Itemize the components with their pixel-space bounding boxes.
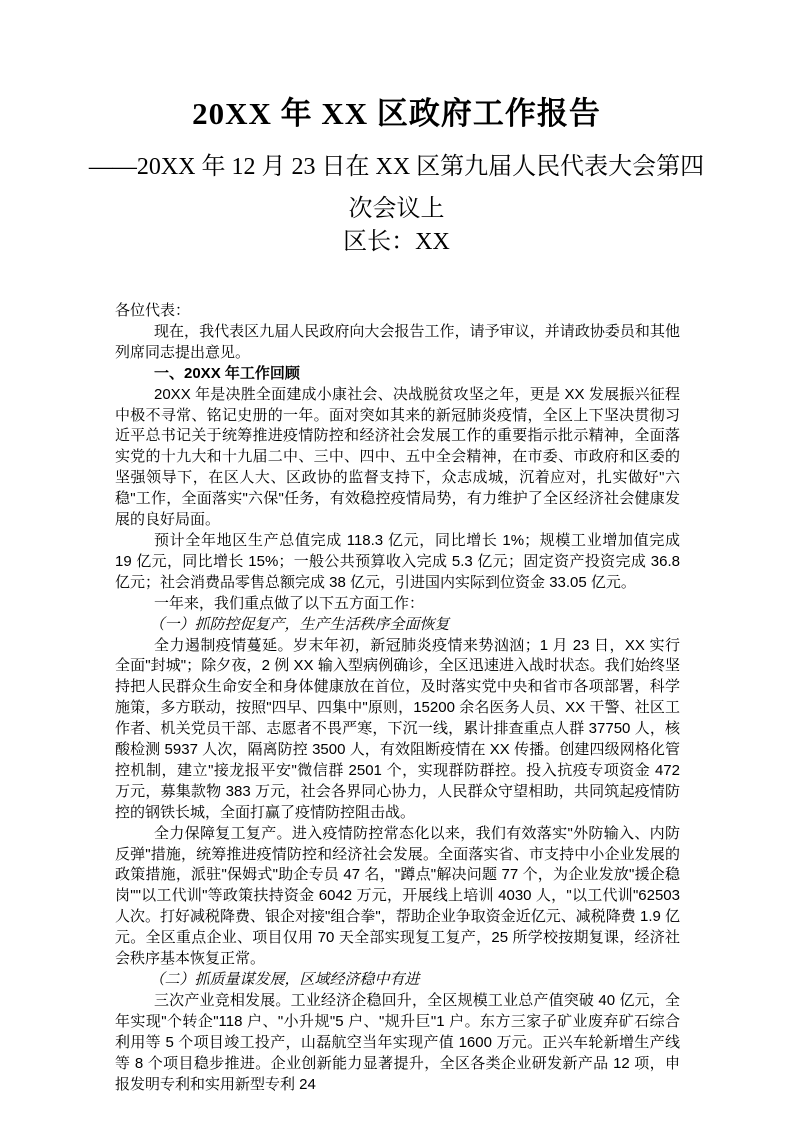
document-subtitle-line1: ——20XX 年 12 月 23 日在 XX 区第九届人民代表大会第四 <box>88 154 705 180</box>
paragraph: 现在，我代表区九届人民政府向大会报告工作，请予审议，并请政协委员和其他列席同志提出意见。 <box>115 322 680 361</box>
paragraph: 三次产业竞相发展。工业经济企稳回升，全区规模工业总产值突破 40 亿元，全年实现"个转企"118 户、"小升规"5 户、"规升巨"1 户。东方三家子矿业废弃矿石综合利用等 5 个项目竣工投产，山磊航空当年实现产值 1600 万元。正兴车轮新增生产线等 8 个项目稳步推进。企业创新能力显著提升，全区各类企业研发新产品 12 项，申报发明专利和实用新型专利 24 <box>115 991 680 1093</box>
paragraph: 全力遏制疫情蔓延。岁末年初，新冠肺炎疫情来势汹汹；1 月 23 日，XX 实行全面"封城"；除夕夜，2 例 XX 输入型病例确诊，全区迅速进入战时状态。我们始终坚持把人民群众生命安全和身体健康放在首位，及时落实党中央和省市各项部署，科学施策，多方联动，按照"四早、四集中"原则，15200 余名医务人员、XX 干警、社区工作者、机关党员干部、志愿者不畏严寒，下沉一线，累计排查重点人群 37750 人，核酸检测 5937 人次，隔离防控 3500 人，有效阻断疫情在 XX 传播。创建四级网格化管控机制，建立"接龙报平安"微信群 2501 个，实现群防群控。投入抗疫专项资金 472 万元，募集款物 383 万元，社会各界同心协力，人民群众守望相助，共同筑起疫情防控的钢铁长城，全面打赢了疫情防控阻击战。 <box>115 636 680 821</box>
section-heading: 一、20XX 年工作回顾 <box>154 364 300 382</box>
paragraph: 20XX 年是决胜全面建成小康社会、决战脱贫攻坚之年，更是 XX 发展振兴征程中极不寻常、铭记史册的一年。面对突如其来的新冠肺炎疫情，全区上下坚决贯彻习近平总书记关于统筹推进疫情防控和经济社会发展工作的重要指示批示精神，全面落实党的十九大和十九届二中、三中、四中、五中全会精神，在市委、市政府和区委的坚强领导下，在区人大、区政协的监督支持下，众志成城，沉着应对，扎实做好"六稳"工作，全面落实"六保"任务，有效稳控疫情局势，有力维护了全区经济社会健康发展的良好局面。 <box>115 385 680 529</box>
document-subtitle-line2: 次会议上 <box>348 196 445 222</box>
sub-heading: （一）抓防控促复产，生产生活秩序全面恢复 <box>149 616 450 633</box>
paragraph: 全力保障复工复产。进入疫情防控常态化以来，我们有效落实"外防输入、内防反弹"措施，统筹推进疫情防控和经济社会发展。全面落实省、市支持中小企业发展的政策措施，派驻"保姆式"助企专员 47 名，"蹲点"解决问题 77 个，为企业发放"援企稳岗""以工代训"等政策扶持资金 6042 万元，开展线上培训 4030 人，"以工代训"62503 人次。打好减税降费、银企对接"组合拳"，帮助企业争取资金近亿元、减税降费 1.9 亿元。全区重点企业、项目仅用 70 天全部实现复工复产，25 所学校按期复课，经济社会秩序基本恢复正常。 <box>115 824 680 968</box>
speaker-line: 区长：XX <box>343 229 450 255</box>
document-title: 20XX 年 XX 区政府工作报告 <box>192 96 601 131</box>
paragraph: 一年来，我们重点做了以下五方面工作： <box>154 594 425 612</box>
paragraph: 预计全年地区生产总值完成 118.3 亿元，同比增长 1%；规模工业增加值完成 19 亿元，同比增长 15%；一般公共预算收入完成 5.3 亿元；固定资产投资完成 36.8 亿元；社会消费品零售总额完成 38 亿元，引进国内实际到位资金 33.05 亿元。 <box>115 531 680 591</box>
document-body <box>115 301 680 1095</box>
salutation: 各位代表： <box>115 302 191 319</box>
sub-heading: （二）抓质量谋发展，区域经济稳中有进 <box>149 972 420 988</box>
